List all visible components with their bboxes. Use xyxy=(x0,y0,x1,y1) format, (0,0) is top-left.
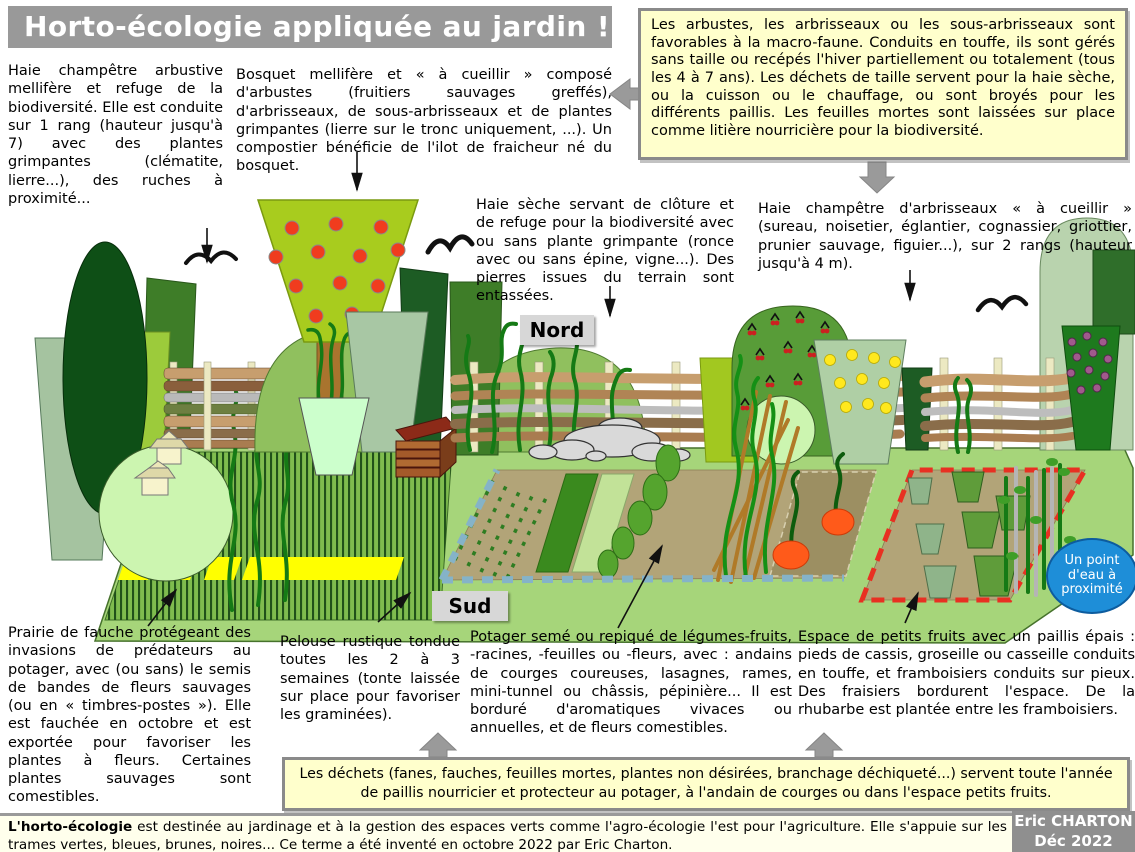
annotation-prairie: Prairie de fauche protégeant des invasions de prédateurs au potager, avec (ou sans) le semis de bandes de fleurs sauvages (ou en « timbres-postes »). Elle est fauchée en octobre et est exportée pour favoriser les plantes à fleurs. Certaines plantes sauvages sont comestibles. xyxy=(8,625,251,806)
water-point-badge xyxy=(1046,538,1135,614)
waste-info-box xyxy=(282,757,1130,811)
annotation-bosquet: Bosquet mellifère et « à cueillir » composé d'arbustes (fruitiers sauvages greffés), d'arbrisseaux, de sous-arbrisseaux et de plantes grimpantes (lierre sur le tronc uniquement, ...). Un compostier bénéficie de l'ilot de fraicheur né du bosquet. xyxy=(236,67,612,175)
footer-lead: L'horto-écologie xyxy=(8,819,133,835)
shrubs-info-text: Les arbustes, les arbrisseaux ou les sous-arbrisseaux sont favorables à la macro-faune. Conduits en touffe, ils sont gérés sans taille ou recépés l'hiver partiellement ou totalement (tous les 4 à 7 ans). Les déchets de taille servent pour la haie sèche, ou la cuisson ou le chauffage, ou sont broyés pour les différents paillis. Les feuilles mortes sont laissées sur place comme litière nourricière pour la biodiversité. xyxy=(651,17,1115,140)
shrubs-info-box xyxy=(638,8,1128,160)
footer-definition xyxy=(0,813,1135,852)
compass-south: Sud xyxy=(432,591,508,621)
annotation-haie-arbrisseaux: Haie champêtre d'arbrisseaux « à cueillir » (sureau, noisetier, églantier, cognassier, griottier, prunier sauvage, figuier...), sur 2 rangs (hauteur jusqu'à 4 m). xyxy=(758,201,1132,272)
annotation-petits-fruits: Espace de petits fruits avec un paillis épais : pieds de cassis, groseille ou casseille conduits en touffe, et framboisiers conduits sur pieux. Des fraisiers bordurent l'espace. De la rhubarbe est plantée entre les framboisiers. xyxy=(798,629,1135,719)
block-arrow-up-2 xyxy=(806,733,842,757)
page-title: Horto-écologie appliquée au jardin ! xyxy=(8,6,612,48)
footer-rest: est destinée au jardinage et à la gestion des espaces verts comme l'agro-écologie l'est pour l'agriculture. Elle s'appuie sur les trames vertes, bleues, brunes, noires... Ce terme a été inventé en octobre 2022 par Eric Charton. xyxy=(8,819,1007,852)
credit-box xyxy=(1012,811,1135,852)
credit-date: Déc 2022 xyxy=(1034,831,1113,850)
block-arrow-up-1 xyxy=(420,733,456,757)
annotation-pelouse: Pelouse rustique tondue toutes les 2 à 3 semaines (tonte laissée sur place pour favoriser les graminées). xyxy=(280,634,460,724)
annotation-haie-arbustive: Haie champêtre arbustive mellifère et refuge de la biodiversité. Elle est conduite sur 1 rang (hauteur jusqu'à 7) avec des plantes grimpantes (clématite, lierre...), des ruches à proximité... xyxy=(8,63,223,207)
compass-north: Nord xyxy=(520,315,594,345)
block-arrow-down xyxy=(860,162,894,193)
waste-info-text: Les déchets (fanes, fauches, feuilles mortes, plantes non désirées, branchage déchiqueté...) servent toute l'année de paillis nourricier et protecteur au potager, à l'andain de courges ou dans l'espace petits fruits. xyxy=(299,766,1113,802)
dry-hedge-right xyxy=(925,358,1072,452)
annotation-potager: Potager semé ou repiqué de légumes-fruits, -racines, -feuilles ou -fleurs, avec : andains de courges coureuses, lasagnes, rames, mini-tunnel ou châssis, pépinière... Il est borduré d'aromatiques vivaces ou annuelles, et de fleurs comestibles. xyxy=(470,629,792,737)
credit-author: Eric CHARTON xyxy=(1014,812,1133,830)
water-point-text: Un point d'eau à proximité xyxy=(1061,552,1123,598)
annotation-haie-seche: Haie sèche servant de clôture et de refuge pour la biodiversité avec ou sans plante grimpante (ronce avec ou sans épine, vigne...). Des pierres issues du terrain sont entassées. xyxy=(476,197,734,305)
